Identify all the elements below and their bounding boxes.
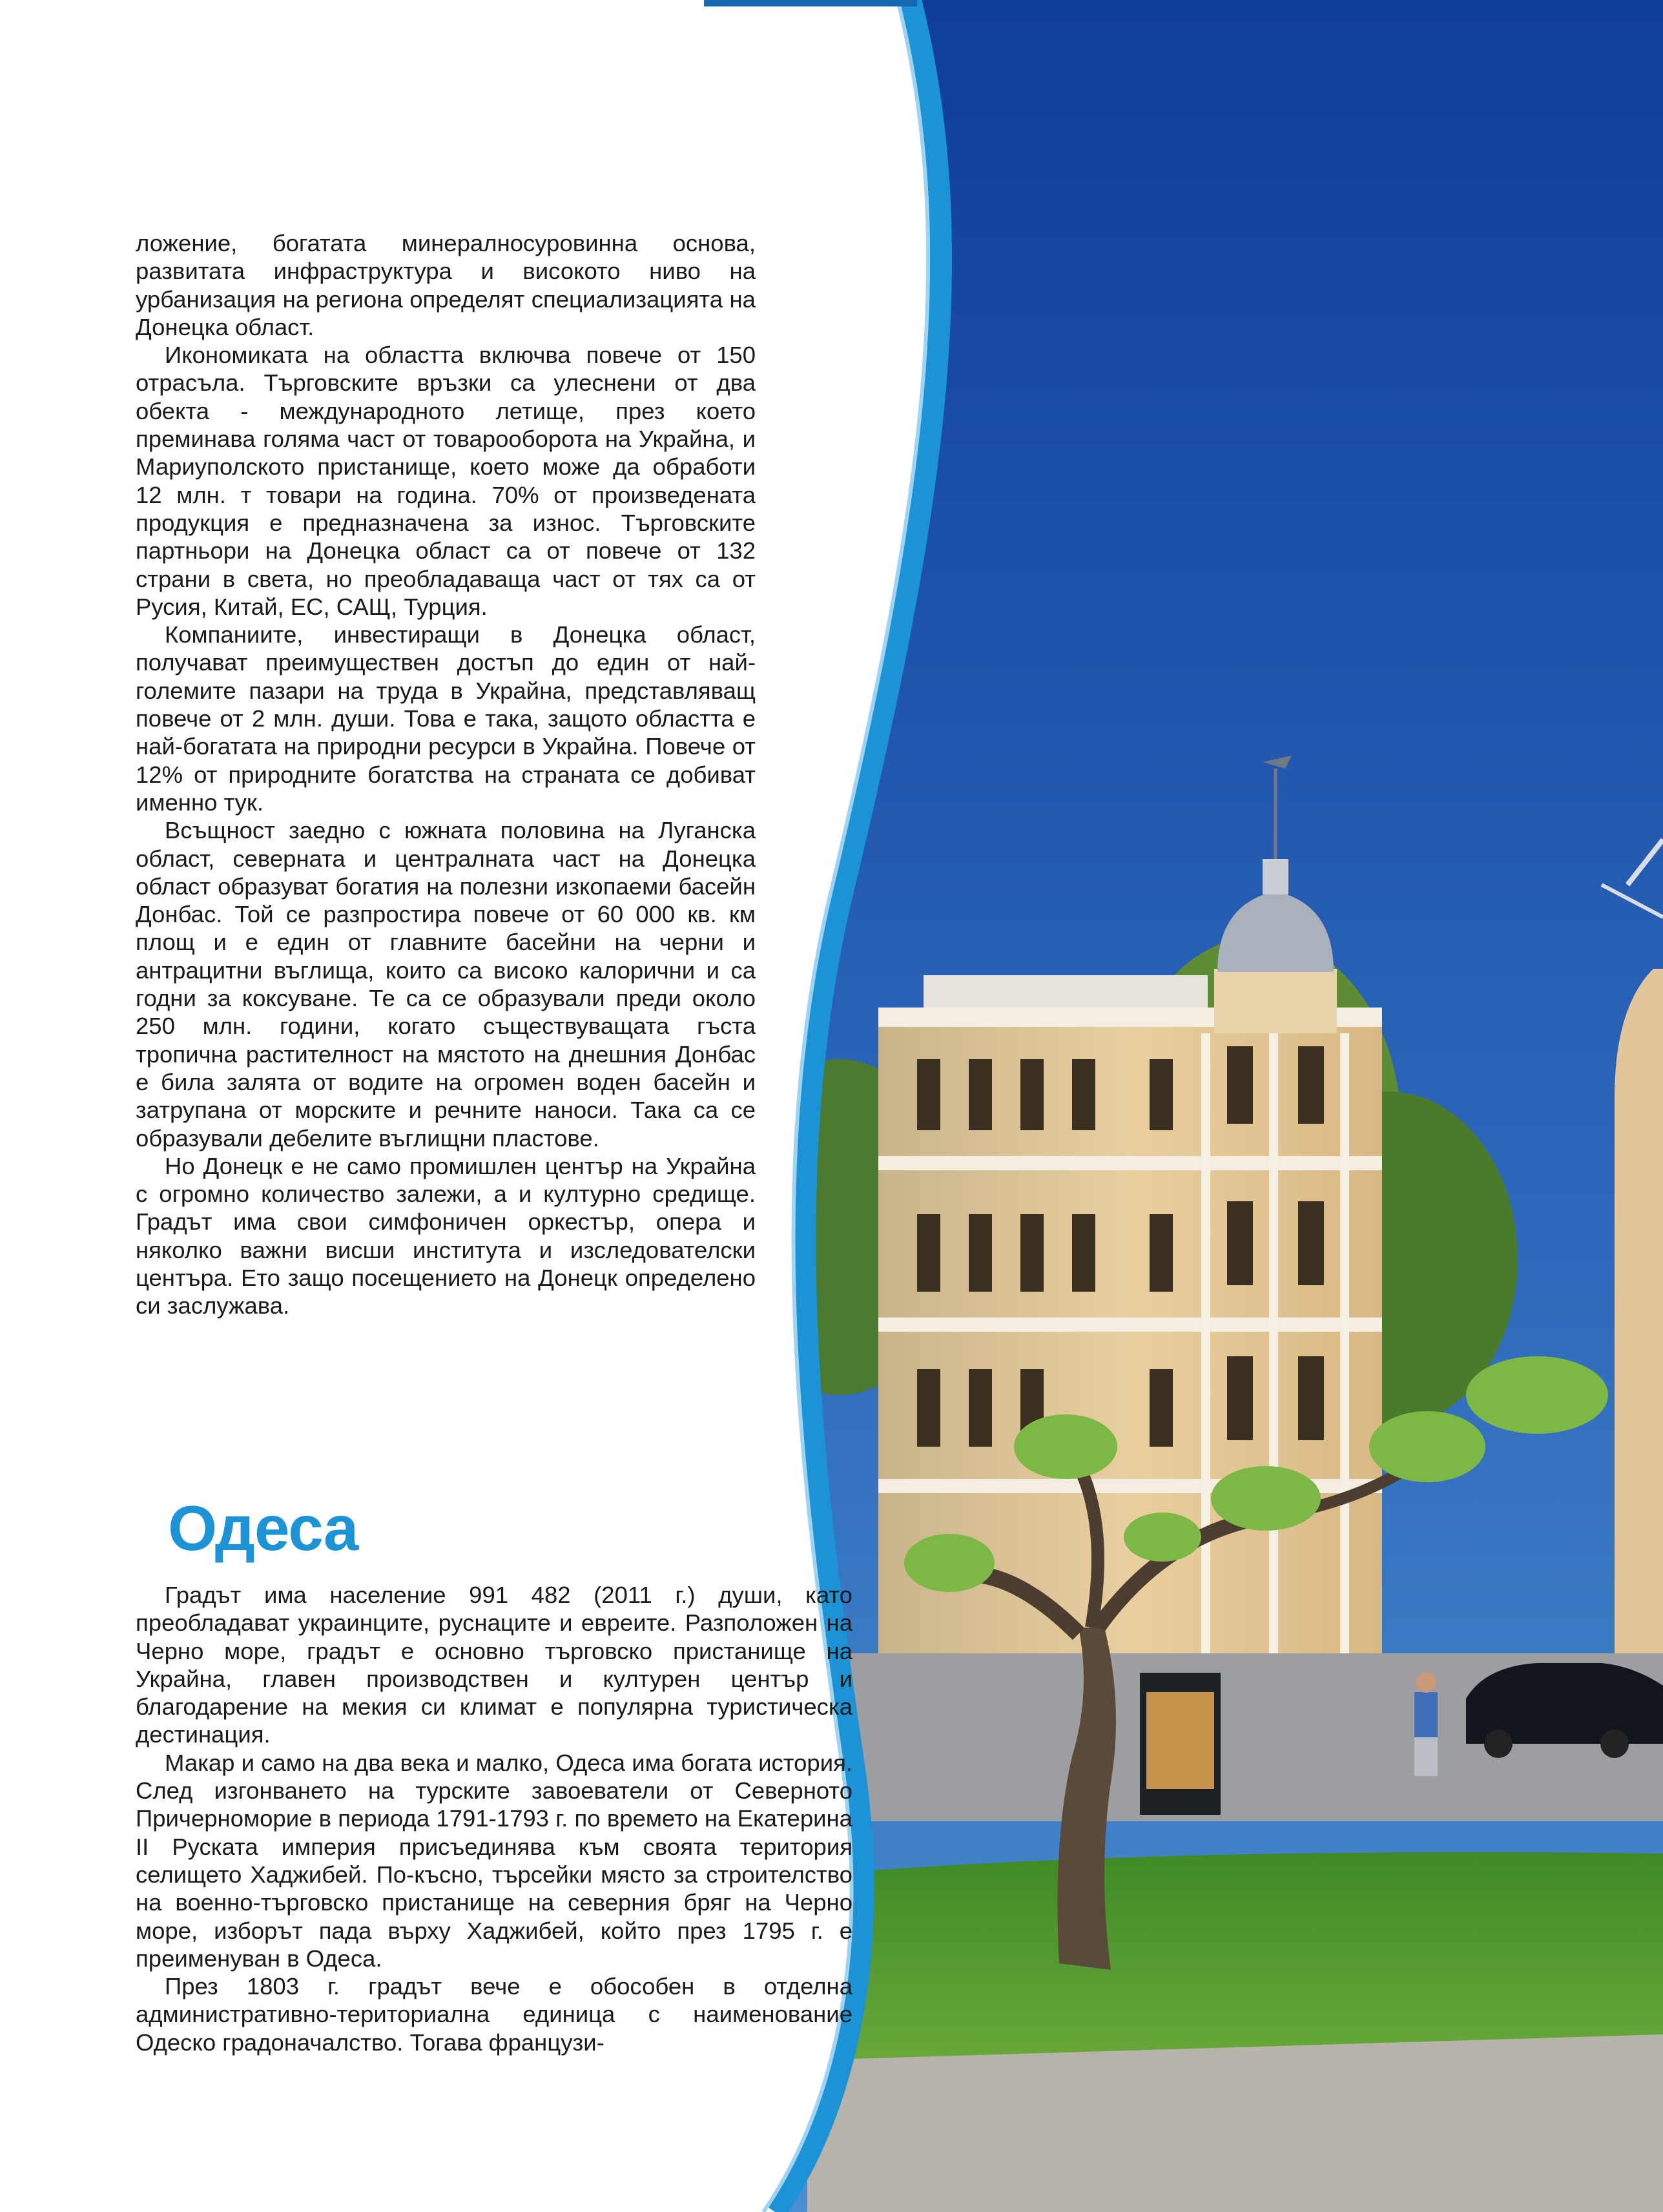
paragraph: Всъщност заедно с южната половина на Луганска област, северната и централната част на Донецка област образуват богатия на полезни изкопаеми басейн Донбас. Той се разпростира повече от 60 000 кв. км площ и е един от главните басейни на черни и антрацитни въглища, които са високо калорични и са годни за коксуване. Те са се образували преди около 250 млн. години, когато съществуващата гъста тропична растителност на мястото на днешния Донбас е била залята от водите на огромен воден басейн и затрупана от морските и речните наноси. Така са се образували дебелите въглищни пластове.: [136, 817, 756, 1152]
paragraph: Макар и само на два века и малко, Одеса има богата история. След изгонването на турските завоеватели от Северното Причерноморие в периода 1791-1793 г. по времето на Екатерина II Руската империя присъединява към своята територия селището Хаджибей. По-късно, търсейки място за строителство на военно-търговско пристанище на северния бряг на Черно море, изборът пада върху Хаджибей, който през 1795 г. е преименуван в Одеса.: [136, 1749, 852, 1972]
paragraph: ложение, богатата минералносуровинна основа, развитата инфраструктура и високото ниво на урбанизация на региона определят специализацията на Донецка област.: [136, 230, 756, 340]
donetsk-text-column: [136, 229, 756, 1320]
paragraph: През 1803 г. градът вече е обособен в отделна административно-териториална единица с наименование Одеско градоначалство. Тогава французи-: [136, 1973, 852, 2056]
paragraph: Компаниите, инвестиращи в Донецка област, получават преимуществен достъп до един от най-големите пазари на труда в Украйна, представляващ повече от 2 млн. души. Това е така, защото областта е най-богатата на природни ресурси в Украйна. Повече от 12% от природните богатства на страната се добиват именно тук.: [136, 621, 756, 816]
paragraph: Икономиката на областта включва повече от 150 отрасъла. Търговските връзки са улеснени от два обекта - международното летище, през което преминава голяма част от товарооборота на Украйна, и Мариуполското пристанище, което може да обработи 12 млн. т товари на година. 70% от произведената продукция е предназначена за износ. Търговските партньори на Донецка област са от повече от 132 страни в света, но преобладаваща част от тях са от Русия, Китай, ЕС, САЩ, Турция.: [136, 342, 756, 620]
paragraph: Градът има население 991 482 (2011 г.) души, като преобладават украинците, руснаците и евреите. Разположен на Черно море, градът е основно търговско пристанище на Украйна, главен производствен и културен център и благодарение на мекия си климат е популярна туристическа дестинация.: [136, 1582, 852, 1748]
section-heading: Одеса: [168, 1493, 358, 1564]
odesa-text-column: [136, 1581, 852, 2056]
paragraph: Но Донецк е не само промишлен център на Украйна с огромно количество залежи, а и културно средище. Градът има свои симфоничен оркестър, опера и няколко важни висши института и изследователски центъра. Ето защо посещението на Донецк определено си заслужава.: [136, 1152, 756, 1319]
